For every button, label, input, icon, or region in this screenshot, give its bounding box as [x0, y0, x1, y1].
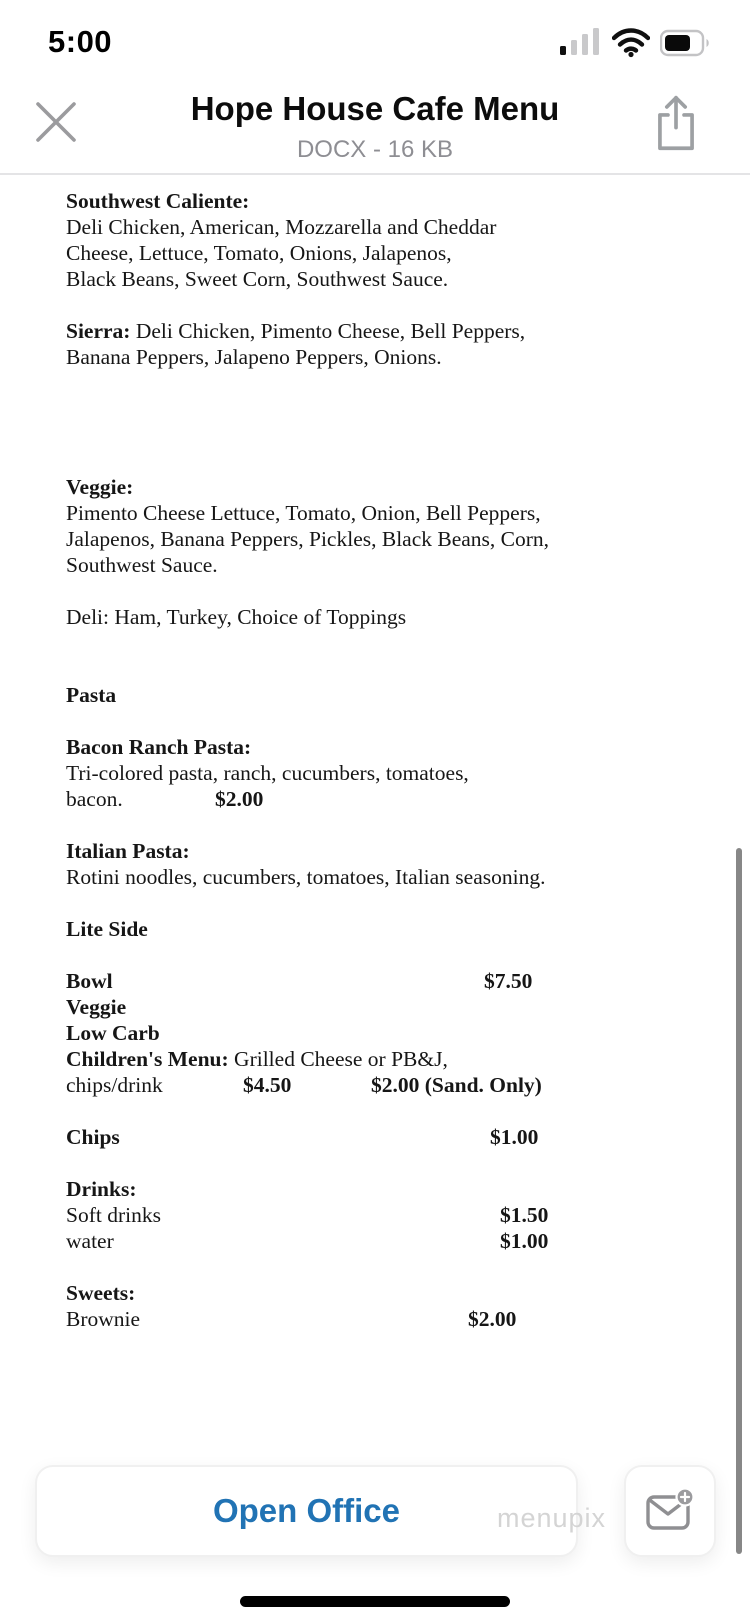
menu-text: Bowl [66, 969, 113, 993]
menu-text: Tri-colored pasta, ranch, cucumbers, tomatoes, [66, 761, 469, 785]
doc-line [0, 240, 750, 266]
menu-text: Banana Peppers, Jalapeno Peppers, Onions. [66, 345, 442, 369]
menu-price: $2.00 (Sand. Only) [371, 1073, 542, 1097]
menu-text: Italian Pasta: [66, 839, 190, 863]
home-indicator[interactable] [240, 1596, 510, 1607]
share-icon [648, 92, 704, 154]
open-office-label: Open Office [212, 1492, 401, 1529]
document-content [0, 175, 750, 1332]
menu-text: Pasta [66, 683, 117, 707]
menu-text: Brownie [66, 1307, 141, 1331]
menu-text: Pimento Cheese Lettuce, Tomato, Onion, Bell Peppers, [66, 501, 541, 525]
wifi-icon [612, 28, 650, 58]
doc-line [0, 500, 750, 526]
doc-line [0, 708, 750, 734]
doc-line [0, 630, 750, 656]
menu-text: Veggie: [66, 475, 134, 499]
doc-line [0, 370, 750, 396]
doc-line [0, 682, 750, 708]
doc-line [0, 1254, 750, 1280]
menu-price: $1.00 [490, 1125, 539, 1149]
menu-text: Sweets: [66, 1281, 136, 1305]
doc-line [0, 604, 750, 630]
doc-line [0, 292, 750, 318]
doc-line [0, 760, 750, 786]
open-office-button[interactable] [35, 1465, 578, 1557]
doc-line [0, 838, 750, 864]
doc-line [0, 994, 750, 1020]
menu-text: water [66, 1229, 114, 1253]
doc-line [0, 422, 750, 448]
menu-text: Southwest Sauce. [66, 553, 218, 577]
doc-line [0, 578, 750, 604]
doc-line [0, 1072, 750, 1098]
doc-line [0, 552, 750, 578]
doc-line [0, 890, 750, 916]
doc-line [0, 942, 750, 968]
doc-line [0, 266, 750, 292]
doc-line [0, 526, 750, 552]
scrollbar-thumb[interactable] [736, 848, 742, 1554]
compose-mail-button[interactable] [624, 1465, 716, 1557]
menu-text: Deli: Ham, Turkey, Choice of Toppings [66, 605, 407, 629]
doc-line [0, 1228, 750, 1254]
doc-line [0, 1046, 750, 1072]
doc-line [0, 812, 750, 838]
menu-text: Cheese, Lettuce, Tomato, Onions, Jalapenos, [66, 241, 452, 265]
menu-text: Grilled Cheese or PB&J, [234, 1047, 448, 1071]
menu-text: chips/drink [66, 1073, 163, 1097]
menu-text: Soft drinks [66, 1203, 161, 1227]
menu-text: Southwest Caliente: [66, 189, 250, 213]
menu-text: Deli Chicken, Pimento Cheese, Bell Peppers, [135, 319, 526, 343]
menu-text: Sierra: [66, 319, 136, 343]
clock: 5:00 [48, 24, 113, 59]
menupix-watermark: menupix [497, 1503, 607, 1533]
doc-line [0, 786, 750, 812]
doc-line [0, 1020, 750, 1046]
doc-line [0, 1124, 750, 1150]
menu-price: $2.00 [215, 787, 264, 811]
menu-text: bacon. [66, 787, 123, 811]
doc-line [0, 474, 750, 500]
doc-line [0, 968, 750, 994]
menu-text: Children's Menu: [66, 1047, 235, 1071]
menu-price: $1.50 [500, 1203, 549, 1227]
menu-text: Drinks: [66, 1177, 137, 1201]
doc-line [0, 864, 750, 890]
doc-line [0, 1150, 750, 1176]
status-icons [560, 28, 712, 58]
cellular-signal-icon [560, 28, 602, 58]
menu-price: $2.00 [468, 1307, 517, 1331]
doc-line [0, 1280, 750, 1306]
battery-icon [660, 28, 712, 58]
compose-mail-icon [645, 1488, 695, 1534]
menu-text: Low Carb [66, 1021, 160, 1045]
doc-line [0, 1202, 750, 1228]
doc-line [0, 656, 750, 682]
doc-line [0, 344, 750, 370]
share-button[interactable] [648, 92, 704, 154]
doc-line [0, 734, 750, 760]
doc-line [0, 1098, 750, 1124]
doc-line [0, 396, 750, 422]
menu-text: Deli Chicken, American, Mozzarella and Cheddar [66, 215, 497, 239]
menu-price: $1.00 [500, 1229, 549, 1253]
doc-line [0, 916, 750, 942]
menu-text: Rotini noodles, cucumbers, tomatoes, Italian seasoning. [66, 865, 546, 889]
menu-text: Chips [66, 1125, 120, 1149]
doc-line [0, 214, 750, 240]
menu-text: Jalapenos, Banana Peppers, Pickles, Black Beans, Corn, [66, 527, 550, 551]
menu-text: Lite Side [66, 917, 148, 941]
doc-line [0, 448, 750, 474]
menu-price: $7.50 [484, 969, 533, 993]
menu-text: Black Beans, Sweet Corn, Southwest Sauce. [66, 267, 449, 291]
status-bar [0, 0, 750, 84]
doc-line [0, 188, 750, 214]
menu-text: Bacon Ranch Pasta: [66, 735, 252, 759]
doc-line [0, 1176, 750, 1202]
file-title: Hope House Cafe Menu [190, 90, 560, 127]
doc-line [0, 318, 750, 344]
preview-header [0, 84, 750, 175]
doc-line [0, 1306, 750, 1332]
menu-price: $4.50 [243, 1073, 292, 1097]
file-meta: DOCX - 16 KB [296, 136, 454, 163]
menu-text: Veggie [66, 995, 127, 1019]
